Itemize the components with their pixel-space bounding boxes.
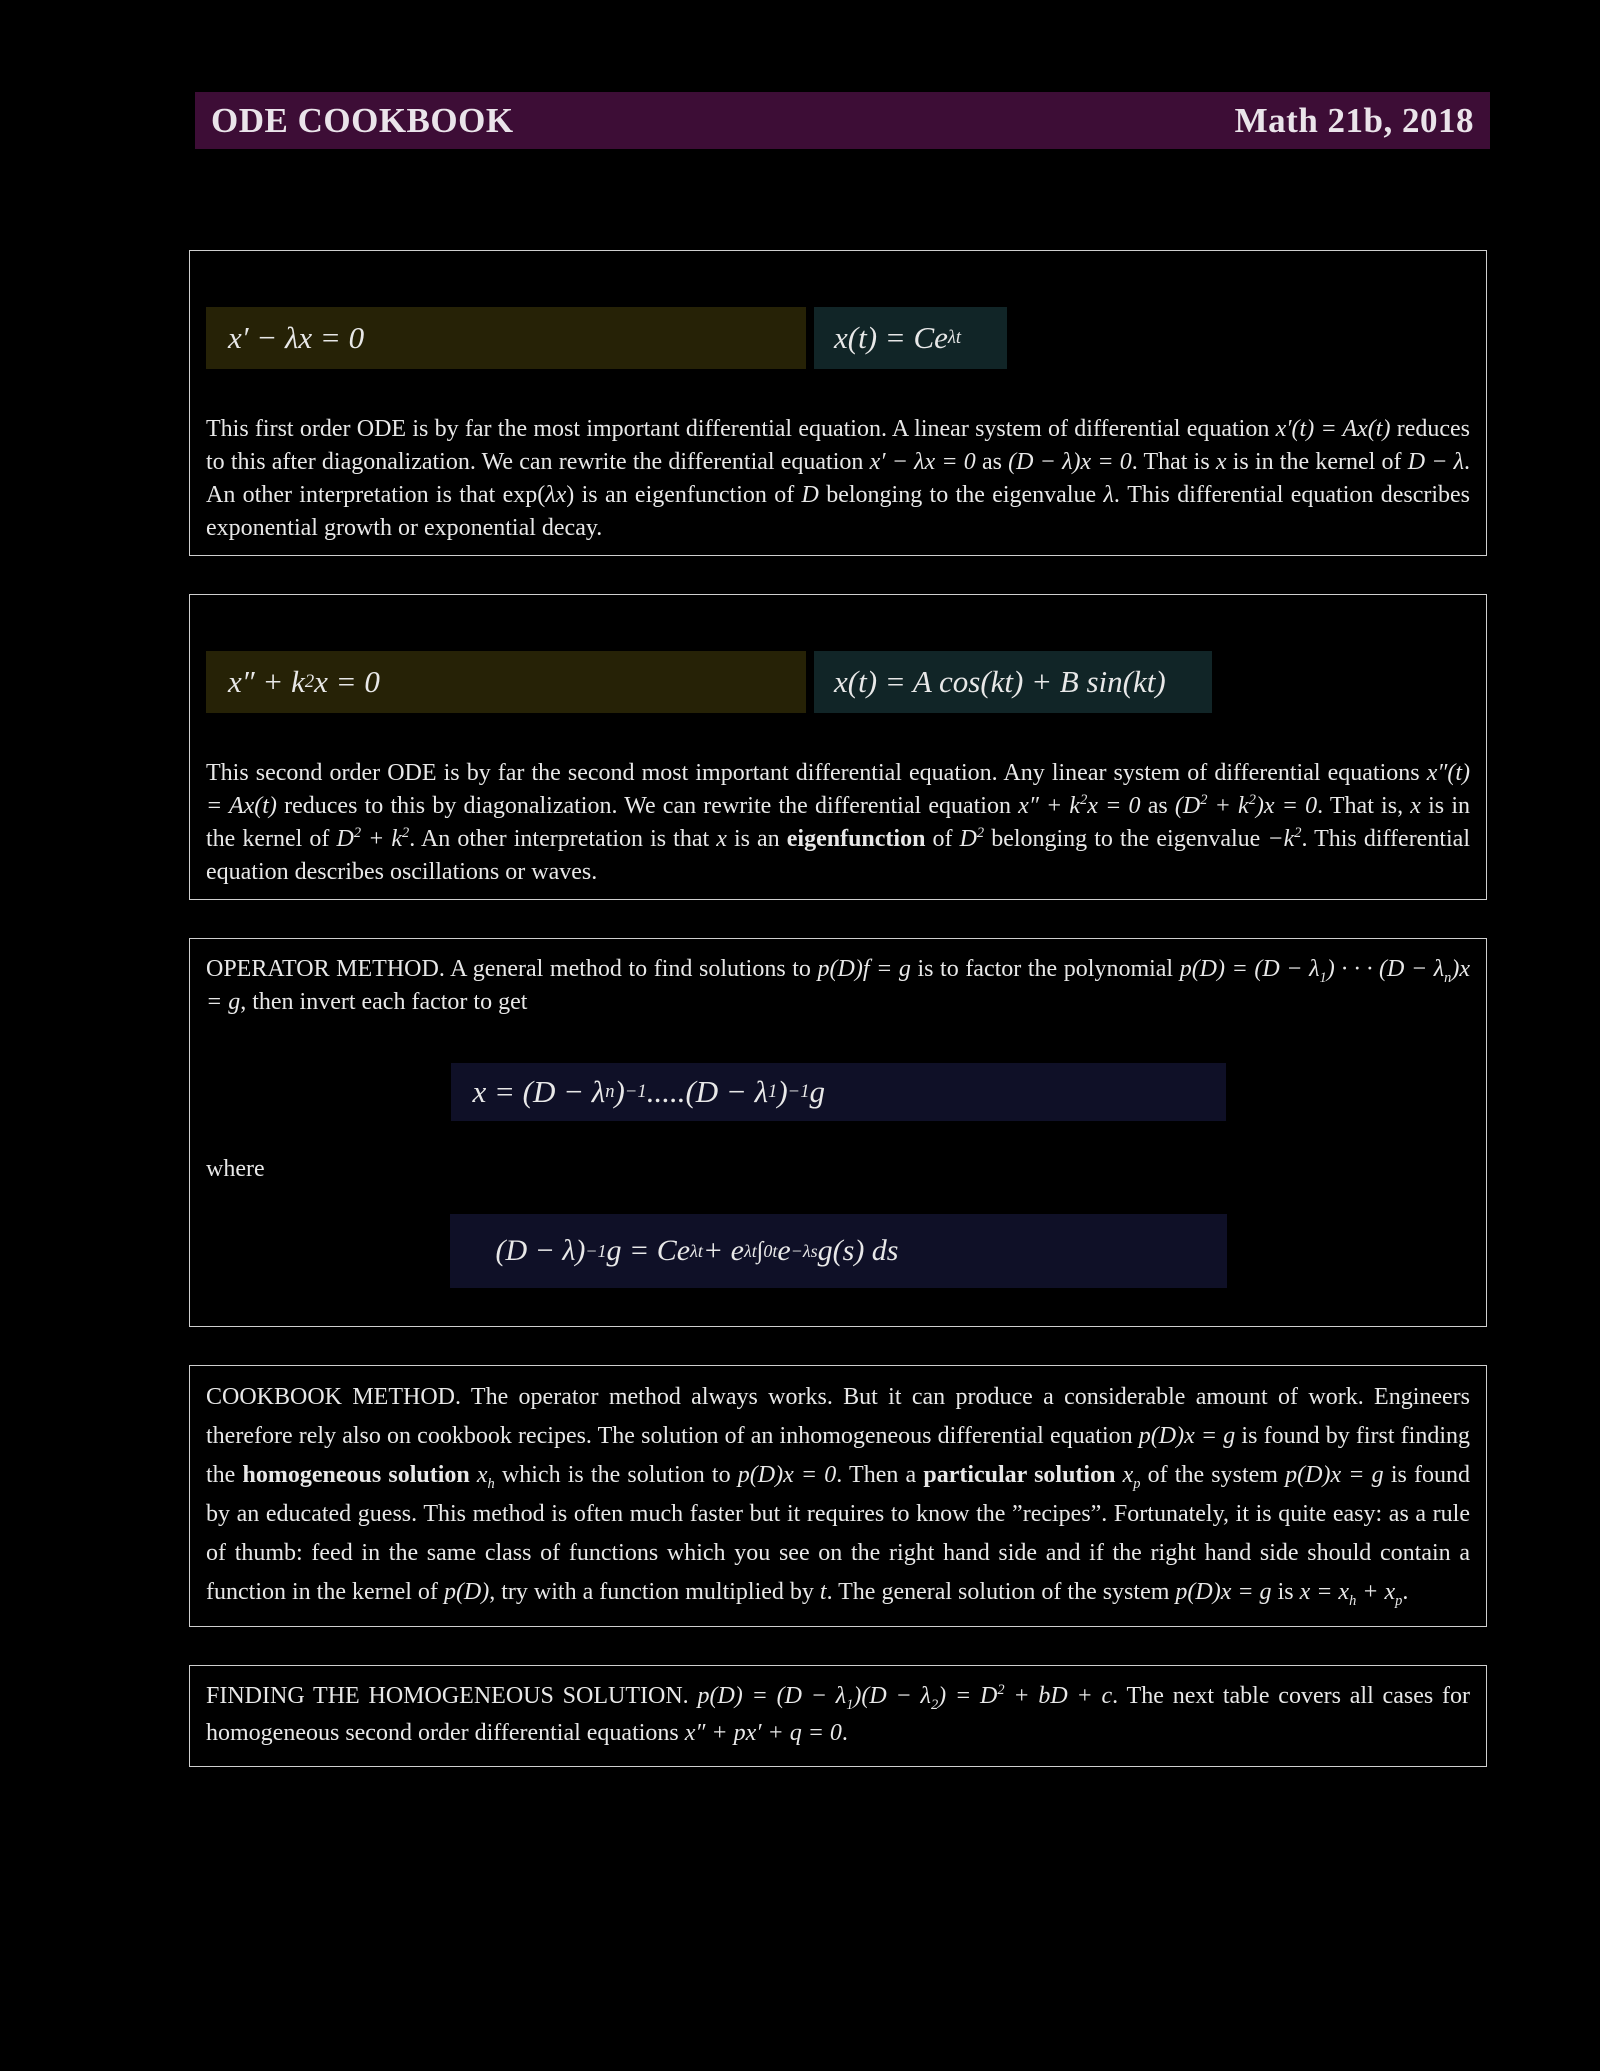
where-label: where [206,1156,265,1182]
homogeneous-solution-paragraph: FINDING THE HOMOGENEOUS SOLUTION. $p(D) = (D - \lambda_1)(D - \lambda_2) = D^2$ + bD + c. The next table covers all cases for homogeneous second order differential equations x″ + px′ + q = 0. [206,1682,1470,1746]
section-finding-homogeneous-solution [189,1665,1487,1767]
course-label: Math 21b, 2018 [1234,100,1474,140]
first-order-equation-highlight: x′ − λx = 0 [206,307,806,369]
operator-inverse-equation: x = (D − λ n ) −1 .....(D − λ 1 ) −1 g [451,1063,1226,1121]
content-column [189,250,1487,1767]
header-bar [195,92,1490,149]
second-order-equation-highlight: x″ + k 2 x = 0 [206,651,806,713]
second-order-paragraph: This second order ODE is by far the second most important differential equation. Any linear system of differential equations x″(t) = Ax(t) reduces to this by diagonalization. We can rewrite the differential equation $x'' + k^2x = 0$ as $(D^2 + k^2)x = 0$. That is, x is in the kernel of $D^2 + k^2$. An other interpretation is that x is an eigenfunction of $D^2$ belonging to the eigenvalue $-k^2$. This differential equation describes oscillations or waves. [206,760,1470,885]
second-order-solution-highlight: x(t) = A cos(kt) + B sin(kt) [814,651,1212,713]
page-title: ODE COOKBOOK [211,100,514,140]
first-order-paragraph: This first order ODE is by far the most important differential equation. A linear system of differential equation x′(t) = Ax(t) reduces to this after diagonalization. We can rewrite the differential equation x′ − λx = 0 as (D − λ)x = 0. That is x is in the kernel of D − λ. An other interpretation is that exp(λx) is an eigenfunction of D belonging to the eigenvalue λ. This differential equation describes exponential growth or exponential decay. [206,416,1471,541]
operator-method-intro: OPERATOR METHOD. A general method to find solutions to p(D)f = g is to factor the polynomial $p(D) = (D - \lambda_1)$ · · · $(D - \lambda_n)x = g$, then invert each factor to get [206,956,1470,1015]
section-first-order-ode [189,250,1487,556]
cookbook-method-paragraph: COOKBOOK METHOD. The operator method always works. But it can produce a considerable amount of work. Engineers therefore rely also on cookbook recipes. The solution of an inhomogeneous differential equation p(D)x = g is found by first finding the homogeneous solution $x_h$ which is the solution to p(D)x = 0. Then a particular solution $x_p$ of the system p(D)x = g is found by an educated guess. This method is often much faster but it requires to know the ”recipes”. Fortunately, it is quite easy: as a rule of thumb: feed in the same class of functions which you see on the right hand side and if the right hand side should contain a function in the kernel of p(D), try with a function multiplied by t. The general solution of the system p(D)x = g is $x = x_h + x_p$. [206,1384,1471,1609]
first-order-solution-highlight: x(t) = Ce λt [814,307,1007,369]
operator-resolvent-equation: (D − λ) −1 g = Ce λt + e λt ∫ 0 t e −λs g(s) ds [450,1214,1227,1288]
first-order-equation-row [206,307,1470,369]
section-cookbook-method [189,1365,1487,1627]
section-operator-method [189,938,1487,1327]
second-order-equation-row [206,651,1470,713]
section-second-order-ode [189,594,1487,900]
